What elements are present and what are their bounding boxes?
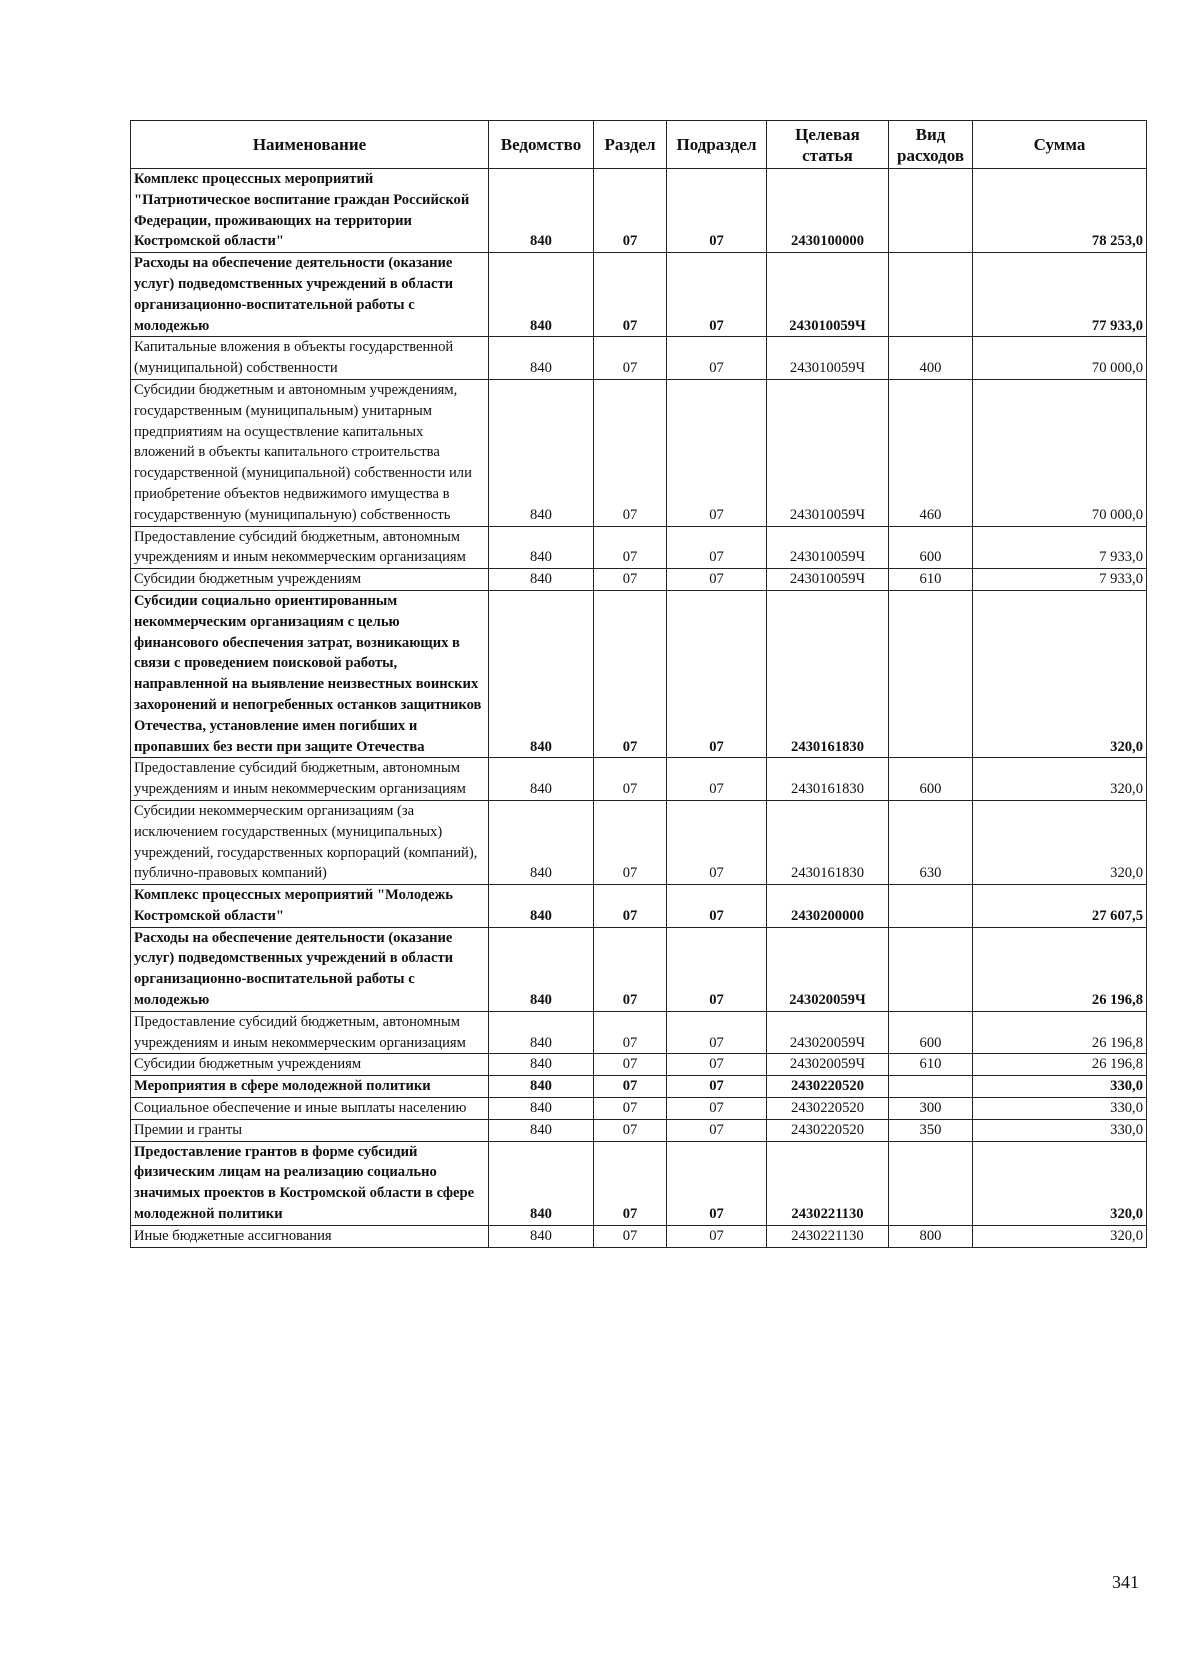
cell-section: 07 xyxy=(594,1076,667,1098)
cell-subsection: 07 xyxy=(667,590,767,757)
cell-dept: 840 xyxy=(489,758,594,801)
cell-sum: 78 253,0 xyxy=(973,169,1147,253)
cell-dept: 840 xyxy=(489,885,594,928)
cell-section: 07 xyxy=(594,337,667,380)
cell-target: 243020059Ч xyxy=(767,1054,889,1076)
cell-dept: 840 xyxy=(489,590,594,757)
table-row xyxy=(131,885,1147,928)
cell-dept: 840 xyxy=(489,569,594,591)
header-sum: Сумма xyxy=(973,121,1147,169)
cell-section: 07 xyxy=(594,590,667,757)
cell-section: 07 xyxy=(594,1141,667,1225)
cell-sum: 26 196,8 xyxy=(973,1011,1147,1054)
table-row xyxy=(131,758,1147,801)
cell-name: Субсидии некоммерческим организациям (за исключением государственных (муниципальных) учреждений, государственных корпораций (компаний), публично-правовых компаний) xyxy=(131,800,489,884)
cell-dept: 840 xyxy=(489,1119,594,1141)
cell-target: 243010059Ч xyxy=(767,526,889,569)
table-row xyxy=(131,1225,1147,1247)
cell-subsection: 07 xyxy=(667,758,767,801)
cell-subsection: 07 xyxy=(667,526,767,569)
cell-name: Предоставление субсидий бюджетным, автономным учреждениям и иным некоммерческим организациям xyxy=(131,526,489,569)
table-row xyxy=(131,1011,1147,1054)
cell-exptype: 800 xyxy=(889,1225,973,1247)
cell-target: 243010059Ч xyxy=(767,337,889,380)
cell-section: 07 xyxy=(594,885,667,928)
cell-name: Комплекс процессных мероприятий "Молодежь Костромской области" xyxy=(131,885,489,928)
budget-table xyxy=(130,120,1147,1248)
table-row xyxy=(131,569,1147,591)
cell-name: Комплекс процессных мероприятий "Патриотическое воспитание граждан Российской Федерации, проживающих на территории Костромской области" xyxy=(131,169,489,253)
cell-section: 07 xyxy=(594,1054,667,1076)
cell-exptype xyxy=(889,927,973,1011)
cell-dept: 840 xyxy=(489,169,594,253)
cell-sum: 320,0 xyxy=(973,800,1147,884)
cell-subsection: 07 xyxy=(667,1076,767,1098)
table-row xyxy=(131,1076,1147,1098)
cell-name: Премии и гранты xyxy=(131,1119,489,1141)
cell-exptype: 350 xyxy=(889,1119,973,1141)
cell-subsection: 07 xyxy=(667,1011,767,1054)
cell-section: 07 xyxy=(594,1098,667,1120)
cell-dept: 840 xyxy=(489,1098,594,1120)
cell-dept: 840 xyxy=(489,379,594,526)
header-section: Раздел xyxy=(594,121,667,169)
cell-name: Социальное обеспечение и иные выплаты населению xyxy=(131,1098,489,1120)
cell-dept: 840 xyxy=(489,1054,594,1076)
cell-target: 2430161830 xyxy=(767,590,889,757)
cell-subsection: 07 xyxy=(667,800,767,884)
cell-sum: 320,0 xyxy=(973,1141,1147,1225)
cell-subsection: 07 xyxy=(667,569,767,591)
cell-target: 243010059Ч xyxy=(767,253,889,337)
cell-sum: 77 933,0 xyxy=(973,253,1147,337)
cell-exptype xyxy=(889,253,973,337)
cell-target: 2430220520 xyxy=(767,1119,889,1141)
cell-section: 07 xyxy=(594,1011,667,1054)
table-row xyxy=(131,1054,1147,1076)
cell-section: 07 xyxy=(594,569,667,591)
cell-exptype: 610 xyxy=(889,1054,973,1076)
cell-name: Субсидии социально ориентированным некоммерческим организациям с целью финансового обеспечения затрат, возникающих в связи с проведением поисковой работы, направленной на выявление неизвестных воинских захоронений и непогребенных останков защитников Отечества, установление имен погибших и пропавших без вести при защите Отечества xyxy=(131,590,489,757)
cell-target: 2430161830 xyxy=(767,800,889,884)
cell-target: 2430161830 xyxy=(767,758,889,801)
cell-name: Субсидии бюджетным учреждениям xyxy=(131,569,489,591)
header-name: Наименование xyxy=(131,121,489,169)
cell-subsection: 07 xyxy=(667,1098,767,1120)
cell-dept: 840 xyxy=(489,1011,594,1054)
cell-target: 2430220520 xyxy=(767,1098,889,1120)
cell-dept: 840 xyxy=(489,526,594,569)
cell-name: Расходы на обеспечение деятельности (оказание услуг) подведомственных учреждений в области организационно-воспитательной работы с молодежью xyxy=(131,927,489,1011)
cell-exptype: 600 xyxy=(889,1011,973,1054)
cell-target: 2430221130 xyxy=(767,1141,889,1225)
cell-dept: 840 xyxy=(489,1076,594,1098)
cell-subsection: 07 xyxy=(667,1225,767,1247)
cell-section: 07 xyxy=(594,526,667,569)
header-target: Целевая статья xyxy=(767,121,889,169)
header-dept: Ведомство xyxy=(489,121,594,169)
cell-subsection: 07 xyxy=(667,1119,767,1141)
cell-dept: 840 xyxy=(489,1225,594,1247)
header-subsection: Подраздел xyxy=(667,121,767,169)
cell-dept: 840 xyxy=(489,1141,594,1225)
cell-dept: 840 xyxy=(489,800,594,884)
cell-dept: 840 xyxy=(489,253,594,337)
table-row xyxy=(131,1098,1147,1120)
cell-sum: 26 196,8 xyxy=(973,1054,1147,1076)
cell-name: Капитальные вложения в объекты государственной (муниципальной) собственности xyxy=(131,337,489,380)
table-row xyxy=(131,1119,1147,1141)
cell-target: 243010059Ч xyxy=(767,569,889,591)
cell-exptype: 400 xyxy=(889,337,973,380)
cell-exptype xyxy=(889,1141,973,1225)
cell-sum: 7 933,0 xyxy=(973,526,1147,569)
table-row xyxy=(131,1141,1147,1225)
table-row xyxy=(131,379,1147,526)
cell-sum: 320,0 xyxy=(973,1225,1147,1247)
cell-section: 07 xyxy=(594,253,667,337)
cell-subsection: 07 xyxy=(667,169,767,253)
table-row xyxy=(131,253,1147,337)
cell-name: Субсидии бюджетным учреждениям xyxy=(131,1054,489,1076)
page-number: 341 xyxy=(1112,1572,1139,1592)
cell-exptype xyxy=(889,1076,973,1098)
cell-sum: 70 000,0 xyxy=(973,337,1147,380)
table-header-row xyxy=(131,121,1147,169)
cell-name: Расходы на обеспечение деятельности (оказание услуг) подведомственных учреждений в области организационно-воспитательной работы с молодежью xyxy=(131,253,489,337)
cell-sum: 330,0 xyxy=(973,1098,1147,1120)
table-row xyxy=(131,800,1147,884)
cell-exptype: 600 xyxy=(889,526,973,569)
table-row xyxy=(131,337,1147,380)
cell-section: 07 xyxy=(594,1225,667,1247)
table-row xyxy=(131,590,1147,757)
cell-target: 2430220520 xyxy=(767,1076,889,1098)
cell-exptype: 610 xyxy=(889,569,973,591)
cell-section: 07 xyxy=(594,1119,667,1141)
cell-target: 2430100000 xyxy=(767,169,889,253)
cell-exptype xyxy=(889,590,973,757)
cell-section: 07 xyxy=(594,758,667,801)
table-body xyxy=(131,169,1147,1248)
cell-sum: 70 000,0 xyxy=(973,379,1147,526)
budget-document xyxy=(130,120,1146,1248)
cell-exptype: 300 xyxy=(889,1098,973,1120)
header-exptype: Вид расходов xyxy=(889,121,973,169)
cell-subsection: 07 xyxy=(667,337,767,380)
cell-sum: 330,0 xyxy=(973,1076,1147,1098)
cell-sum: 330,0 xyxy=(973,1119,1147,1141)
cell-dept: 840 xyxy=(489,927,594,1011)
cell-exptype xyxy=(889,169,973,253)
cell-target: 243020059Ч xyxy=(767,1011,889,1054)
cell-sum: 320,0 xyxy=(973,758,1147,801)
cell-name: Предоставление грантов в форме субсидий физическим лицам на реализацию социально значимых проектов в Костромской области в сфере молодежной политики xyxy=(131,1141,489,1225)
cell-subsection: 07 xyxy=(667,1141,767,1225)
cell-target: 243010059Ч xyxy=(767,379,889,526)
cell-section: 07 xyxy=(594,927,667,1011)
cell-subsection: 07 xyxy=(667,885,767,928)
cell-sum: 7 933,0 xyxy=(973,569,1147,591)
cell-sum: 320,0 xyxy=(973,590,1147,757)
cell-section: 07 xyxy=(594,800,667,884)
cell-subsection: 07 xyxy=(667,253,767,337)
table-row xyxy=(131,526,1147,569)
table-row xyxy=(131,169,1147,253)
cell-section: 07 xyxy=(594,169,667,253)
cell-subsection: 07 xyxy=(667,927,767,1011)
cell-dept: 840 xyxy=(489,337,594,380)
cell-target: 243020059Ч xyxy=(767,927,889,1011)
cell-subsection: 07 xyxy=(667,1054,767,1076)
cell-name: Мероприятия в сфере молодежной политики xyxy=(131,1076,489,1098)
cell-section: 07 xyxy=(594,379,667,526)
cell-name: Предоставление субсидий бюджетным, автономным учреждениям и иным некоммерческим организациям xyxy=(131,1011,489,1054)
cell-exptype: 630 xyxy=(889,800,973,884)
cell-sum: 27 607,5 xyxy=(973,885,1147,928)
cell-exptype: 600 xyxy=(889,758,973,801)
cell-sum: 26 196,8 xyxy=(973,927,1147,1011)
cell-exptype xyxy=(889,885,973,928)
cell-target: 2430200000 xyxy=(767,885,889,928)
cell-exptype: 460 xyxy=(889,379,973,526)
table-row xyxy=(131,927,1147,1011)
cell-name: Субсидии бюджетным и автономным учреждениям, государственным (муниципальным) унитарным предприятиям на осуществление капитальных вложений в объекты капитального строительства государственной (муниципальной) собственности или приобретение объектов недвижимого имущества в государственную (муниципальную) собственность xyxy=(131,379,489,526)
cell-subsection: 07 xyxy=(667,379,767,526)
cell-target: 2430221130 xyxy=(767,1225,889,1247)
cell-name: Иные бюджетные ассигнования xyxy=(131,1225,489,1247)
cell-name: Предоставление субсидий бюджетным, автономным учреждениям и иным некоммерческим организациям xyxy=(131,758,489,801)
